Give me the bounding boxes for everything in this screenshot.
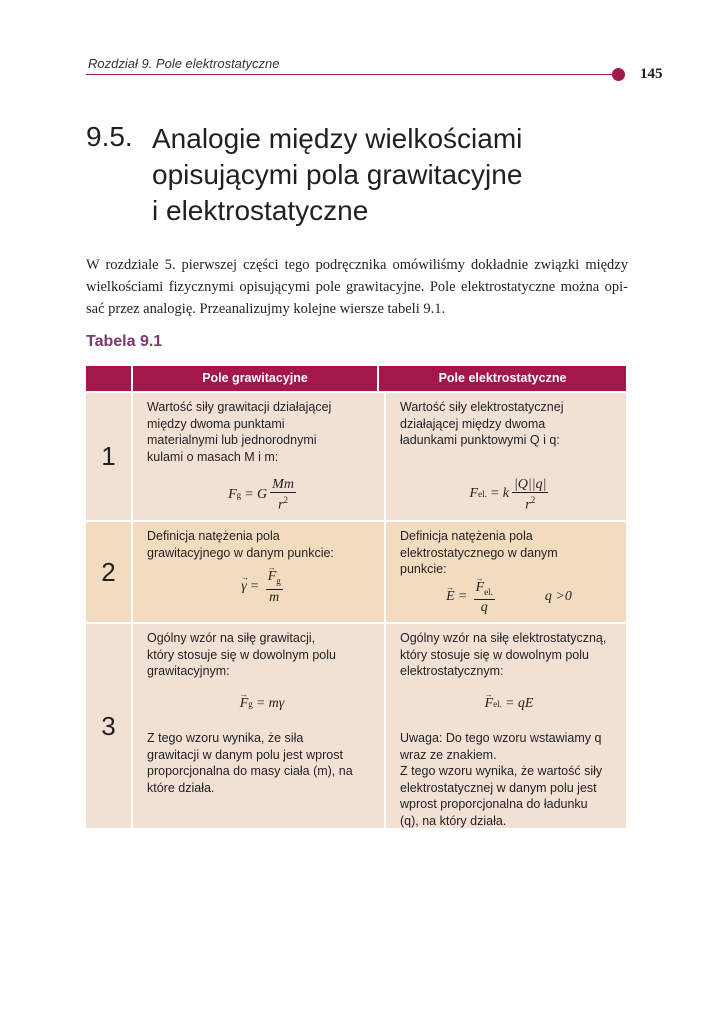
row-number: 3	[86, 624, 133, 828]
cell-text: wprost proporcjonalna do ładunku	[400, 797, 588, 811]
coulomb-law-formula	[400, 477, 618, 513]
formula-fraction	[474, 580, 495, 616]
intro-line: sać przez analogię. Przeanalizujmy kolejne wiersze tabeli 9.1.	[86, 301, 446, 317]
cell-text: grawitacyjnym:	[147, 664, 230, 678]
cell-text: proporcjonalna do masy ciała (m), na	[147, 764, 353, 778]
fraction-numerator: → $F_g$	[266, 569, 283, 590]
formula-symbol: F	[228, 486, 237, 502]
formula-symbol: → γ	[241, 579, 247, 596]
section-title-line: i elektrostatyczne	[152, 195, 369, 226]
gravitational-cell	[133, 393, 386, 520]
running-head: Rozdział 9. Pole elektrostatyczne	[88, 56, 280, 71]
cell-text: Ogólny wzór na siłę grawitacji,	[147, 631, 316, 645]
cell-text: Definicja natężenia pola	[400, 529, 533, 543]
fraction-denominator: m	[269, 589, 280, 605]
formula-equals: =	[256, 695, 265, 711]
formula-coefficient: k	[502, 486, 509, 502]
formula-symbol: → F	[485, 696, 494, 713]
table-row	[86, 520, 626, 622]
header-cell-electrostatic: Pole elektrostatyczne	[438, 371, 567, 385]
cell-text: kulami o masach M i m:	[147, 449, 279, 464]
formula-symbol: → E	[446, 589, 455, 606]
row-number: 2	[86, 522, 133, 622]
formula-rhs: mγ	[268, 695, 285, 711]
formula-equals: =	[490, 486, 499, 502]
fraction-denominator: q	[480, 600, 488, 616]
cell-text: który stosuje się w dowolnym polu	[147, 647, 336, 662]
formula-equals: =	[505, 695, 514, 711]
formula-fraction	[270, 477, 296, 513]
newton-gravity-formula	[147, 477, 377, 513]
gravitational-field-formula	[147, 569, 377, 605]
formula-condition: q >0	[544, 589, 572, 605]
cell-text: wraz ze znakiem.	[400, 747, 497, 762]
row-number: 1	[86, 393, 133, 520]
cell-text: elektrostatycznym:	[400, 664, 504, 678]
table-title: Tabela 9.1	[86, 333, 163, 350]
table-row	[86, 622, 626, 828]
formula-subscript: el.	[478, 489, 487, 500]
analogy-table	[86, 366, 626, 828]
header-rule	[86, 74, 617, 75]
fraction-numerator: Mm	[272, 477, 294, 492]
page-number: 145	[640, 66, 663, 82]
intro-line: wielkościami fizycznymi opisującymi pole grawitacyjne. Pole elektrostatyczne można opi-	[86, 279, 628, 295]
formula-subscript: el.	[493, 698, 502, 709]
formula-symbol: F	[469, 486, 479, 502]
table-row	[86, 391, 626, 520]
gravity-force-formula	[147, 696, 377, 713]
cell-text: Z tego wzoru wynika, że wartość siły	[400, 764, 603, 778]
header-dot	[612, 68, 625, 81]
formula-symbol: → F	[240, 696, 249, 713]
cell-text: działającej między dwoma	[400, 416, 546, 431]
section-title	[152, 121, 622, 229]
section-number: 9.5.	[86, 121, 133, 152]
intro-line: W rozdziale 5. pierwszej części tego podręcznika omówiliśmy dokładnie związki między	[86, 257, 628, 273]
fraction-denominator: $r^2$	[525, 494, 536, 513]
gravitational-cell	[133, 624, 386, 828]
cell-text: który stosuje się w dowolnym polu	[400, 647, 589, 662]
gravitational-cell	[133, 522, 386, 622]
cell-text: grawitacyjnego w danym punkcie:	[147, 545, 334, 560]
electrostatic-force-formula	[400, 696, 618, 713]
formula-fraction	[266, 569, 283, 605]
formula-equals: =	[250, 578, 259, 594]
cell-text: między dwoma punktami	[147, 416, 285, 431]
header-cell-gravitational: Pole grawitacyjne	[133, 366, 379, 391]
electric-field-formula	[400, 580, 618, 616]
electrostatic-cell	[386, 522, 626, 622]
formula-equals: =	[458, 589, 467, 605]
fraction-denominator: $r^2$	[278, 495, 289, 513]
cell-text: (q), na który działa.	[400, 813, 507, 828]
cell-text: punkcie:	[400, 562, 447, 576]
cell-text: grawitacji w danym polu jest wprost	[147, 747, 343, 762]
cell-text: które działa.	[147, 780, 215, 795]
cell-text: Z tego wzoru wynika, że siła	[147, 731, 304, 745]
formula-coefficient: G	[257, 486, 268, 502]
formula-subscript: g	[248, 698, 253, 709]
cell-text: Wartość siły grawitacji działającej	[147, 400, 332, 414]
cell-text: Ogólny wzór na siłę elektrostatyczną,	[400, 631, 607, 645]
cell-text: Definicja natężenia pola	[147, 529, 280, 543]
cell-text: ładunkami punktowymi Q i q:	[400, 433, 560, 447]
formula-equals: =	[245, 486, 254, 502]
electrostatic-cell	[386, 624, 626, 828]
section-title-line: opisującymi pola grawitacyjne	[152, 159, 523, 190]
intro-paragraph	[86, 254, 628, 320]
section-title-line: Analogie między wielkościami	[152, 123, 523, 154]
table-header-row	[86, 366, 626, 391]
formula-fraction	[512, 477, 549, 513]
cell-text: materialnymi lub jednorodnymi	[147, 433, 317, 447]
cell-text: elektrostatycznej w danym polu jest	[400, 780, 597, 795]
cell-text: Wartość siły elektrostatycznej	[400, 400, 564, 414]
header-cell-number	[86, 366, 133, 391]
cell-text: elektrostatycznego w danym	[400, 545, 558, 560]
fraction-numerator: |Q||q|	[513, 476, 547, 492]
formula-subscript: g	[236, 489, 242, 500]
electrostatic-cell	[386, 393, 626, 520]
fraction-numerator: → $F_{el.}$	[474, 580, 495, 601]
cell-text: Uwaga: Do tego wzoru wstawiamy q	[400, 731, 602, 745]
formula-rhs: qE	[517, 695, 534, 711]
